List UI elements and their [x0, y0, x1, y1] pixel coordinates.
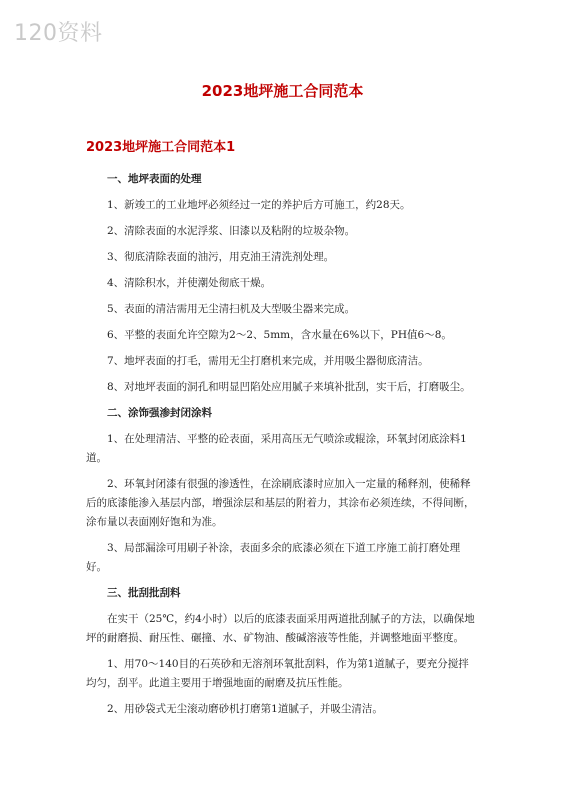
list-item: 7、地坪表面的打毛，需用无尘打磨机来完成，并用吸尘器彻底清洁。 — [107, 355, 429, 367]
list-item: 2、清除表面的水泥浮浆、旧漆以及粘附的垃圾杂物。 — [107, 225, 356, 237]
list-item: 1、在处理清洁、平整的砼表面，采用高压无气喷涂或辊涂，环氧封闭底涂料1道。 — [86, 433, 467, 464]
section-putty-scraping — [86, 584, 478, 719]
list-item: 5、表面的清洁需用无尘清扫机及大型吸尘器来完成。 — [107, 303, 356, 315]
list-item: 2、用砂袋式无尘滚动磨砂机打磨第1道腻子，并吸尘清洁。 — [107, 703, 383, 715]
section-heading: 二、涂饰强渗封闭涂料 — [107, 407, 212, 419]
document-body — [86, 170, 478, 726]
list-item: 6、平整的表面允许空隙为2～2、5mm，含水量在6%以下，PH值6～8。 — [107, 329, 452, 341]
list-item: 4、清除积水，并使潮处彻底干燥。 — [107, 277, 272, 289]
list-item: 2、环氧封闭漆有很强的渗透性，在涂刷底漆时应加入一定量的稀释剂，使稀释后的底漆能渗入基层内部，增强涂层和基层的附着力，其涂布必须连续，不得间断，涂布量以表面刚好饱和为准。 — [86, 478, 475, 528]
document-title: 2023地坪施工合同范本 — [201, 82, 364, 100]
section-heading: 一、地坪表面的处理 — [107, 173, 202, 185]
list-item: 1、新竣工的工业地坪必须经过一定的养护后方可施工，约28天。 — [107, 199, 411, 211]
document-subtitle: 2023地坪施工合同范本1 — [86, 140, 236, 155]
section-sealing-coat — [86, 404, 478, 577]
paragraph: 在实干（25℃，约4小时）以后的底漆表面采用两道批刮腻子的方法，以确保地坪的耐磨损、耐压性、碾撞、水、矿物油、酸碱溶液等性能，并调整地面平整度。 — [86, 613, 475, 644]
list-item: 3、彻底清除表面的油污，用克油王清洗剂处理。 — [107, 251, 335, 263]
list-item: 1、用70～140目的石英砂和无溶剂环氧批刮料，作为第1道腻子，要充分搅拌均匀，刮平。此道主要用于增强地面的耐磨及抗压性能。 — [86, 658, 469, 689]
list-item: 3、局部漏涂可用刷子补涂，表面多余的底漆必须在下道工序施工前打磨处理好。 — [86, 542, 461, 573]
section-surface-treatment — [86, 170, 478, 397]
watermark-logo: 120资料 — [14, 21, 103, 46]
list-item: 8、对地坪表面的洞孔和明显凹陷处应用腻子来填补批刮，实干后，打磨吸尘。 — [107, 381, 471, 393]
section-heading: 三、批刮批刮料 — [107, 587, 181, 599]
